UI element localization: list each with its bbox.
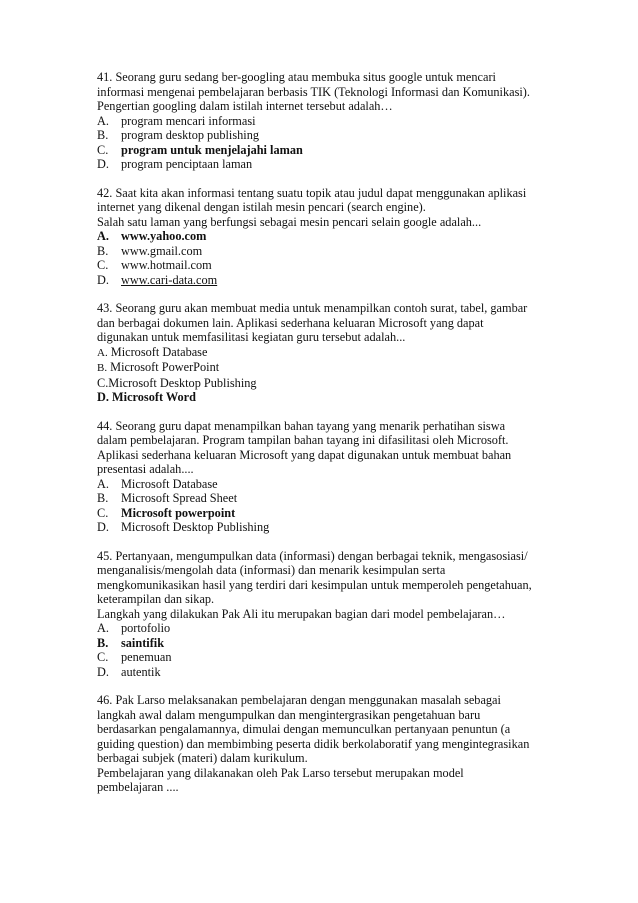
- option-a: [97, 477, 567, 492]
- option-text: www.hotmail.com: [121, 258, 212, 272]
- option-letter: C.: [97, 142, 109, 157]
- option-letter: B.: [97, 128, 109, 142]
- question-42: [97, 186, 567, 288]
- option-letter: B.: [97, 491, 109, 505]
- option-letter: C.: [97, 650, 109, 664]
- question-stem-line: 42. Saat kita akan informasi tentang suatu topik atau judul dapat menggunakan aplikasi: [97, 185, 527, 200]
- option-text: Microsoft Word: [112, 390, 196, 404]
- question-stem-line: pembelajaran ....: [97, 780, 179, 794]
- option-a: [97, 621, 567, 636]
- option-text: Microsoft PowerPoint: [110, 360, 220, 374]
- option-text: Microsoft Desktop Publishing: [121, 520, 270, 534]
- question-stem-line: Pengertian googling dalam istilah internet tersebut adalah…: [97, 99, 393, 113]
- question-44: [97, 419, 567, 535]
- question-stem-line: digunakan untuk memfasilitasi kegiatan guru tersebut adalah...: [97, 330, 406, 344]
- option-letter: C.: [97, 258, 109, 272]
- option-text: saintifik: [121, 635, 165, 650]
- question-43: [97, 301, 567, 405]
- option-letter: A.: [97, 476, 109, 491]
- option-letter: C.: [97, 375, 109, 390]
- option-b: [97, 244, 567, 259]
- option-c: [97, 650, 567, 665]
- option-text: www.gmail.com: [121, 243, 203, 258]
- option-letter: D.: [97, 272, 109, 287]
- option-a: [97, 345, 567, 361]
- option-text: program mencari informasi: [121, 113, 256, 128]
- option-c: [97, 376, 567, 391]
- option-text: Microsoft powerpoint: [121, 505, 236, 520]
- option-c: [97, 506, 567, 521]
- option-b: [97, 128, 567, 143]
- option-d: [97, 390, 567, 405]
- option-letter: D.: [97, 390, 109, 404]
- option-text: www.yahoo.com: [121, 229, 207, 243]
- question-stem-line: 44. Seorang guru dapat menampilkan bahan tayang yang menarik perhatihan siswa: [97, 418, 506, 433]
- option-d: [97, 665, 567, 680]
- option-text: autentik: [121, 664, 161, 679]
- question-stem-line: Aplikasi sederhana keluaran Microsoft yang dapat digunakan untuk membuat bahan: [97, 447, 512, 462]
- question-stem-line: berdasarkan pengalamannya, dimulai dengan memunculkan pertanyaan penuntun (a: [97, 722, 511, 736]
- question-stem-line: 41. Seorang guru sedang ber-googling atau membuka situs google untuk mencari: [97, 70, 496, 84]
- question-stem-line: Langkah yang dilakukan Pak Ali itu merupakan bagian dari model pembelajaran…: [97, 606, 506, 621]
- question-stem-line: presentasi adalah....: [97, 462, 194, 476]
- option-c: [97, 258, 567, 273]
- option-text: Microsoft Spread Sheet: [121, 491, 238, 505]
- option-d: [97, 157, 567, 172]
- option-b: [97, 360, 567, 376]
- option-text: program untuk menjelajahi laman: [121, 142, 303, 157]
- option-text: Microsoft Desktop Publishing: [108, 375, 257, 390]
- question-stem-line: 46. Pak Larso melaksanakan pembelajaran dengan menggunakan masalah sebagai: [97, 693, 501, 707]
- option-b: [97, 491, 567, 506]
- question-stem-line: dan berbagai dokumen lain. Aplikasi sederhana keluaran Microsoft yang dapat: [97, 315, 484, 330]
- question-stem-line: langkah awal dalam mengumpulkan dan mengintergrasikan pengetahuan baru: [97, 707, 481, 722]
- question-stem-line: dalam pembelajaran. Program tampilan bahan tayang ini difasilitasi oleh Microsoft.: [97, 433, 509, 447]
- option-letter: A.: [97, 346, 108, 359]
- option-letter: C.: [97, 505, 109, 520]
- option-d: [97, 273, 567, 288]
- question-45: [97, 549, 567, 680]
- option-a: [97, 229, 567, 244]
- option-d: [97, 520, 567, 535]
- option-text: Microsoft Database: [121, 476, 218, 491]
- option-text: www.cari-data.com: [121, 272, 218, 287]
- option-letter: B.: [97, 362, 108, 374]
- option-letter: B.: [97, 243, 109, 258]
- question-stem-line: 45. Pertanyaan, mengumpulkan data (informasi) dengan berbagai teknik, mengasosiasi/: [97, 548, 528, 563]
- question-stem-line: keterampilan dan sikap.: [97, 592, 215, 606]
- question-stem-line: berbagai subjek (materi) dalam kurikulum.: [97, 751, 308, 765]
- question-stem-line: internet yang dikenal dengan istilah mesin pencari (search engine).: [97, 200, 426, 214]
- document-page: [97, 70, 567, 809]
- question-stem-line: 43. Seorang guru akan membuat media untuk menampilkan contoh surat, tabel, gambar: [97, 301, 528, 315]
- option-letter: D.: [97, 157, 109, 171]
- question-stem-line: Pembelajaran yang dilakanakan oleh Pak Larso tersebut merupakan model: [97, 765, 464, 780]
- question-46: [97, 693, 567, 795]
- question-stem-line: mengkomunikasikan hasil yang terdiri dari kesimpulan untuk memperoleh pengetahuan,: [97, 577, 532, 592]
- question-41: [97, 70, 567, 172]
- option-a: [97, 114, 567, 129]
- option-c: [97, 143, 567, 158]
- option-letter: D.: [97, 520, 109, 534]
- option-letter: A.: [97, 229, 109, 243]
- option-letter: B.: [97, 635, 109, 650]
- question-stem-line: Salah satu laman yang berfungsi sebagai mesin pencari selain google adalah...: [97, 214, 482, 229]
- question-stem-line: menganalisis/mengolah data (informasi) dan menarik kesimpulan serta: [97, 563, 446, 577]
- option-b: [97, 636, 567, 651]
- option-letter: D.: [97, 664, 109, 679]
- option-text: program desktop publishing: [121, 128, 259, 142]
- option-letter: A.: [97, 621, 109, 635]
- option-letter: A.: [97, 113, 109, 128]
- option-text: program penciptaan laman: [121, 157, 253, 171]
- question-stem-line: guiding question) dan membimbing peserta didik berkolaboratif yang mengintegrasikan: [97, 736, 530, 751]
- option-text: Microsoft Database: [110, 344, 208, 359]
- option-text: portofolio: [121, 621, 171, 635]
- question-stem-line: informasi mengenai pembelajaran berbasis TIK (Teknologi Informasi dan Komunikasi).: [97, 84, 530, 99]
- option-text: penemuan: [121, 650, 172, 664]
